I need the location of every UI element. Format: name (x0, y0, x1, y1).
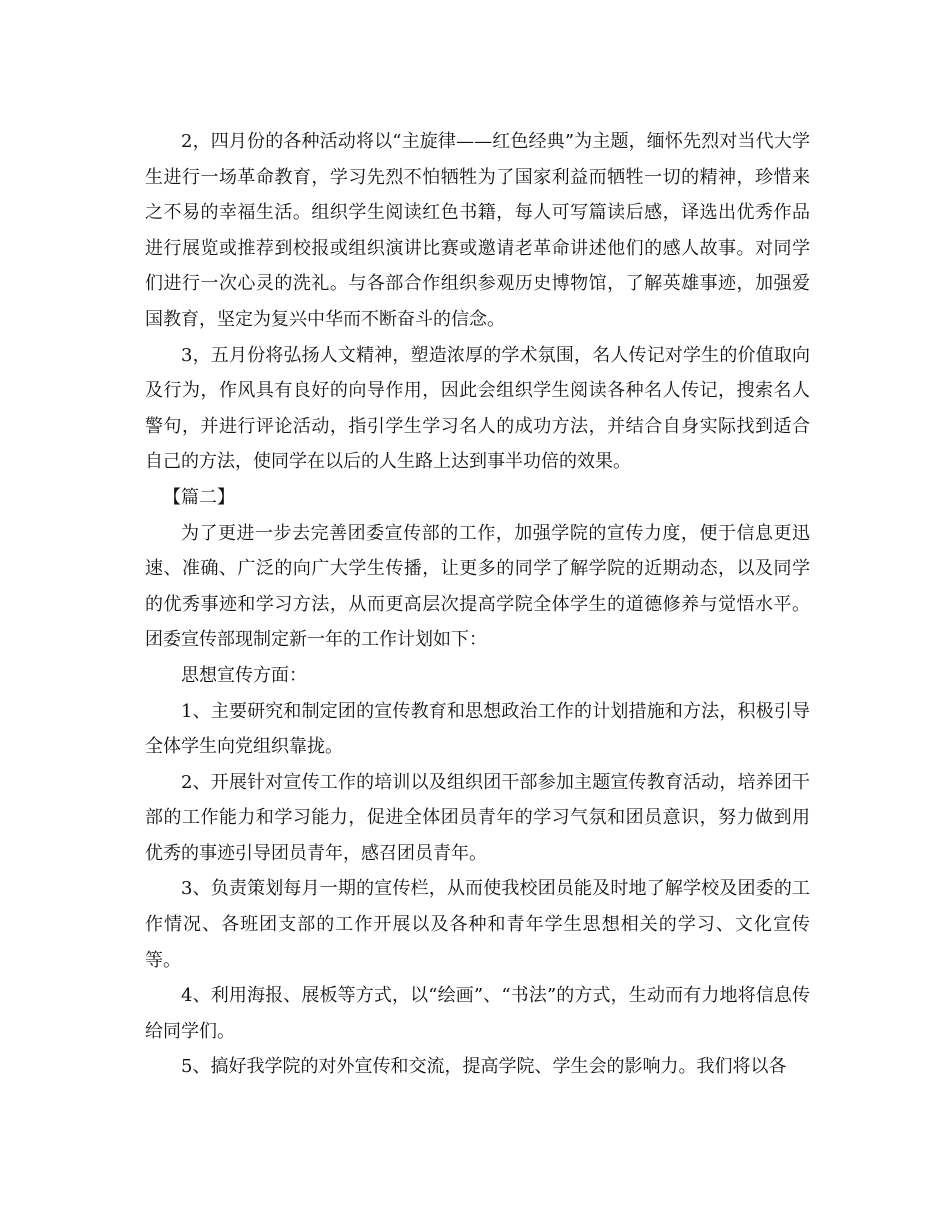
paragraph-may-activities: 3，五月份将弘扬人文精神，塑造浓厚的学术氛围，名人传记对学生的价值取向及行为，作风具有良好的向导作用，因此会组织学生阅读各种名人传记，搜索名人警句，并进行评论活动，指引学生学习名人的成功方法，并结合自身实际找到适合自己的方法，使同学在以后的人生路上达到事半功倍的效果。 (145, 344, 810, 473)
section-heading-part-two: 【篇二】 (163, 486, 235, 508)
document-body (145, 124, 810, 1085)
paragraph-item-2: 2、开展针对宣传工作的培训以及组织团干部参加主题宣传教育活动，培养团干部的工作能力和学习能力，促进全体团员青年的学习气氛和团员意识，努力做到用优秀的事迹引导团员青年，感召团员青年。 (145, 771, 810, 864)
paragraph-item-1: 1、主要研究和制定团的宣传教育和思想政治工作的计划措施和方法，积极引导全体学生向党组织靠拢。 (145, 700, 810, 758)
paragraph-item-3: 3、负责策划每月一期的宣传栏，从而使我校团员能及时地了解学校及团委的工作情况、各班团支部的工作开展以及各种和青年学生思想相关的学习、文化宣传等。 (145, 878, 810, 971)
paragraph-item-5: 5、搞好我学院的对外宣传和交流，提高学院、学生会的影响力。我们将以各 (181, 1056, 787, 1078)
paragraph-april-activities: 2，四月份的各种活动将以“主旋律——红色经典”为主题，缅怀先烈对当代大学生进行一场革命教育，学习先烈不怕牺牲为了国家利益而牺牲一切的精神，珍惜来之不易的幸福生活。组织学生阅读红色书籍，每人可写篇读后感，译选出优秀作品进行展览或推荐到校报或组织演讲比赛或邀请老革命讲述他们的感人故事。对同学们进行一次心灵的洗礼。与各部合作组织参观历史博物馆，了解英雄事迹，加强爱国教育，坚定为复兴中华而不断奋斗的信念。 (145, 131, 810, 330)
paragraph-item-4: 4、利用海报、展板等方式，以“绘画”、“书法”的方式，生动而有力地将信息传给同学们。 (145, 985, 810, 1042)
paragraph-intro-plan: 为了更进一步去完善团委宣传部的工作，加强学院的宣传力度，便于信息更迅速、准确、广泛的向广大学生传播，让更多的同学了解学院的近期动态，以及同学的优秀事迹和学习方法，从而更高层次提高学院全体学生的道德修养与觉悟水平。团委宣传部现制定新一年的工作计划如下： (145, 522, 810, 651)
paragraph-subheading-ideology: 思想宣传方面： (181, 664, 307, 686)
